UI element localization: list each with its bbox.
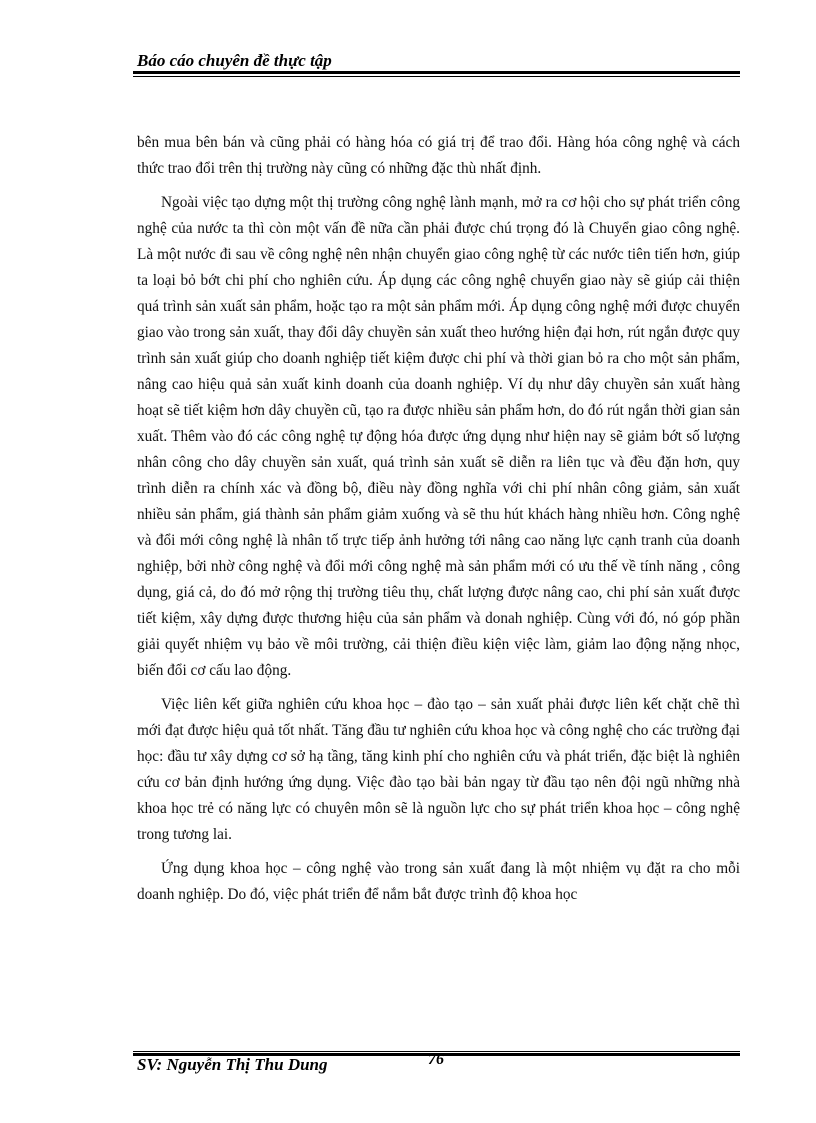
paragraph-4: Ứng dụng khoa học – công nghệ vào trong sản xuất đang là một nhiệm vụ đặt ra cho mỗi doanh nghiệp. Do đó, việc phát triển để nắm bắt được trình độ khoa học — [137, 860, 740, 903]
footer-author: SV: Nguyễn Thị Thu Dung — [137, 1055, 328, 1074]
paragraph-3: Việc liên kết giữa nghiên cứu khoa học – đào tạo – sản xuất phải được liên kết chặt chẽ thì mới đạt được hiệu quả tốt nhất. Tăng đầu tư nghiên cứu khoa học và công nghệ cho các trường đại học: đầu tư xây dựng cơ sở hạ tầng, tăng kinh phí cho nghiên cứu và phát triển, đặc biệt là nghiên cứu cơ bản định hướng ứng dụng. Việc đào tạo bài bản ngay từ đầu tạo nên đội ngũ những nhà khoa học trẻ có năng lực có chuyên môn sẽ là nguồn lực cho sự phát triển khoa học – công nghệ trong tương lai. — [137, 696, 740, 843]
body-text — [137, 130, 740, 916]
header-title: Báo cáo chuyên đề thực tập — [137, 51, 332, 70]
page-number: 76 — [428, 1051, 444, 1068]
header-rule-thick — [133, 71, 740, 74]
paragraph-1: bên mua bên bán và cũng phải có hàng hóa có giá trị để trao đổi. Hàng hóa công nghệ và cách thức trao đổi trên thị trường này cũng có những đặc thù nhất định. — [137, 134, 740, 177]
header-rule-thin — [133, 76, 740, 77]
paragraph-2: Ngoài việc tạo dựng một thị trường công nghệ lành mạnh, mở ra cơ hội cho sự phát triển công nghệ của nước ta thì còn một vấn đề nữa cần phải được chú trọng đó là Chuyển giao công nghệ. Là một nước đi sau về công nghệ nên nhận chuyển giao công nghệ từ các nước tiên tiến hơn, giúp ta loại bỏ bớt chi phí cho nghiên cứu. Áp dụng các công nghệ chuyển giao này sẽ giúp cải thiện quá trình sản xuất sản phẩm, hoặc tạo ra một sản phẩm mới. Áp dụng công nghệ mới được chuyển giao vào trong sản xuất, thay đổi dây chuyền sản xuất theo hướng hiện đại hơn, rút ngắn được quy trình sản xuất giúp cho doanh nghiệp tiết kiệm được chi phí và thời gian bỏ ra cho một sản phẩm, nâng cao hiệu quả sản xuất kinh doanh của doanh nghiệp. Ví dụ như dây chuyền sản xuất hàng hoạt sẽ tiết kiệm hơn dây chuyền cũ, tạo ra được nhiều sản phẩm hơn, do đó rút ngắn thời gian sản xuất. Thêm vào đó các công nghệ tự động hóa được ứng dụng như hiện nay sẽ giảm bớt số lượng nhân công cho dây chuyền sản xuất, quá trình sản xuất sẽ diễn ra liên tục và đều đặn hơn, quy trình diễn ra chính xác và đồng bộ, điều này đồng nghĩa với chi phí nhân công giảm, sản xuất nhiều sản phẩm, giá thành sản phẩm giảm xuống và sẽ thu hút khách hàng nhiều hơn. Công nghệ và đổi mới công nghệ là nhân tố trực tiếp ảnh hưởng tới nâng cao năng lực cạnh tranh của doanh nghiệp, bởi nhờ công nghệ và đổi mới công nghệ mà sản phẩm mới có ưu thế về tính năng , công dụng, giá cả, do đó mở rộng thị trường tiêu thụ, chất lượng được nâng cao, chi phí sản xuất được tiết kiệm, xây dựng được thương hiệu của sản phẩm và donah nghiệp. Cùng với đó, nó góp phần giải quyết nhiệm vụ bảo về môi trường, cải thiện điều kiện việc làm, giảm lao động nặng nhọc, biến đổi cơ cấu lao động. — [137, 194, 740, 679]
